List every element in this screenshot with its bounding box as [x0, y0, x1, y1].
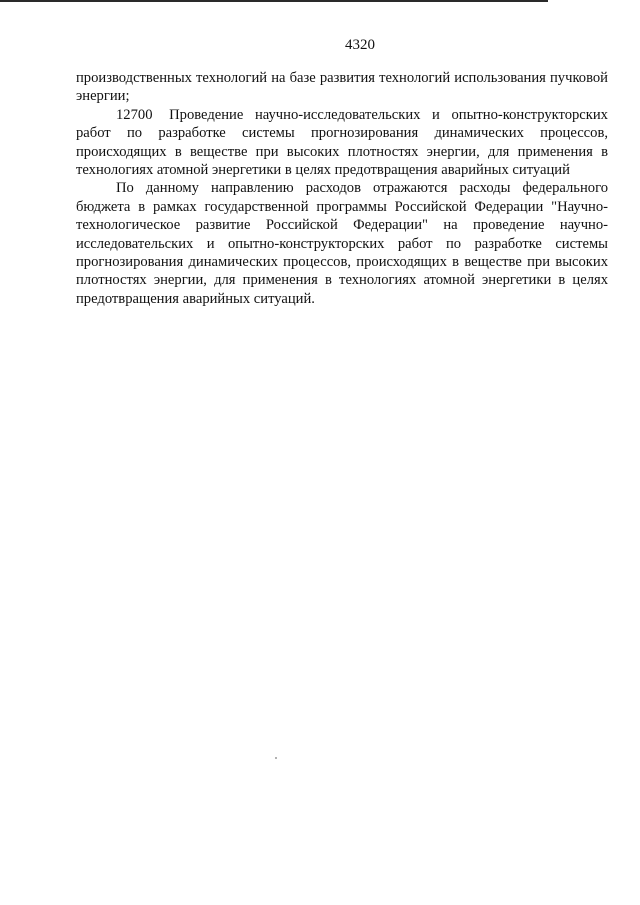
paragraph-description — [76, 179, 608, 308]
paragraph-text: производственных технологий на базе развития технологий использования пучковой энергии; — [76, 70, 608, 105]
scan-speck — [275, 757, 277, 759]
page-number: 4320 — [345, 37, 375, 53]
expense-code: 12700 — [116, 106, 153, 123]
paragraph-expense-code-12700 — [76, 106, 608, 180]
paragraph-continuation — [76, 69, 608, 106]
top-border-line — [0, 0, 548, 2]
paragraph-text: По данному направлению расходов отражаются расходы федерального бюджета в рамках государственной программы Российской Федерации "Научно-технологическое развитие Российской Федерации" на проведение научно-исследовательских и опытно-конструкторских работ по разработке системы прогнозирования динамических процессов, происходящих в веществе при высоких плотностях энергии, для применения в технологиях атомной энергетики в целях предотвращения аварийных ситуаций. — [76, 180, 608, 307]
paragraph-text: Проведение научно-исследовательских и опытно-конструкторских работ по разработке системы прогнозирования динамических процессов, происходящих в веществе при высоких плотностях энергии, для применения в технологиях атомной энергетики в целях предотвращения аварийных ситуаций — [76, 106, 608, 179]
document-body — [76, 69, 608, 308]
